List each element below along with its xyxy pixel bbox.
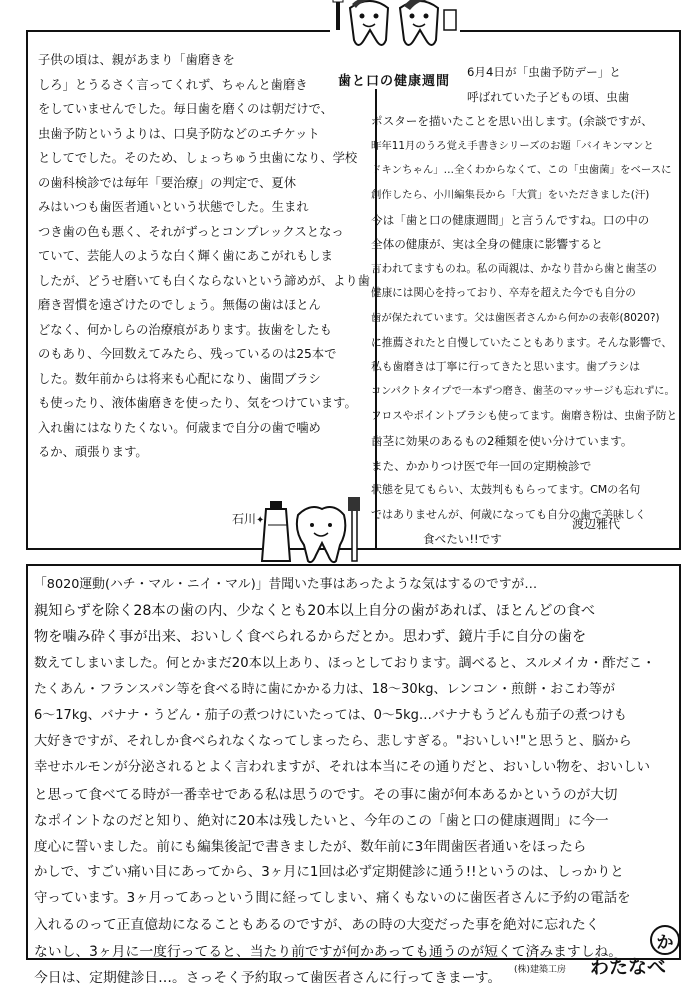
- toothpaste-icon: [256, 501, 290, 561]
- bottom-line: 「8020運動(ハチ・マル・ニイ・マル)」昔聞いた事はあったような気はするのですが…: [34, 577, 538, 592]
- left-line: 虫歯予防というよりは、口臭予防などのエチケット: [38, 126, 320, 141]
- right-column-text: [371, 60, 677, 552]
- bottom-line: たくあん・フランスパン等を食べる時に歯にかかる力は、18〜30kg、レンコン・煎餅・おこわ等が: [34, 681, 616, 697]
- right-line: 歯茎に効果のあるもの2種類を使い分けています。: [371, 433, 633, 448]
- bottom-article-text: [34, 572, 655, 991]
- left-line: したが、どうせ磨いても白くならないという諦めが、より歯: [38, 273, 371, 288]
- left-line: どなく、何かしらの治療痕があります。抜歯をしたも: [38, 322, 332, 337]
- bottom-line: 物を噛み砕く事が出来、おいしく食べられるからだとか。思わず、鏡片手に自分の歯を: [34, 629, 587, 646]
- left-column-text: [38, 48, 370, 465]
- section-title: 歯と口の健康週間: [335, 70, 453, 89]
- bottom-line: 6〜17kg、バナナ・うどん・茄子の煮つけにいたっては、0〜5kg…バナナもうどんも茄子の煮つけも: [34, 707, 627, 723]
- right-line: 健康には関心を持っており、卒寿を超えた今でも自分の: [371, 287, 636, 300]
- left-line: としてでした。そのため、しょっちゅう虫歯になり、学校: [38, 151, 358, 165]
- bottom-line: 数えてしまいました。何とかまだ20本以上あり、ほっとしております。調べると、スルメイカ・酢だこ・: [34, 655, 656, 671]
- bottom-line: 守っています。3ヶ月ってあっという間に経ってしまい、痛くもないのに歯医者さんに予約の電話を: [34, 891, 631, 907]
- right-line: また、かかりつけ医で年一回の定期検診で: [371, 458, 592, 473]
- right-line: フロスやポイントブラシも使ってます。歯磨き粉は、虫歯予防と: [371, 410, 678, 423]
- bottom-line: 親知らずを除く28本の歯の内、少なくとも20本以上自分の歯があれば、ほとんどの食べ: [34, 603, 596, 620]
- publisher-name: (株)建築工房: [514, 965, 567, 975]
- dental-illustration: [248, 495, 368, 565]
- left-line: るか、頑張ります。: [38, 445, 148, 459]
- right-line: コンパクトタイプで一本ずつ磨き、歯茎のマッサージも忘れずに。: [371, 385, 675, 397]
- bottom-line: かしで、すごい痛い目にあってから、3ヶ月に1回は必ず定期健診に通う!!というのは、しっかりと: [34, 865, 624, 881]
- right-line: ドキンちゃん」…全くわからなくて、この「虫歯菌」をベースに: [371, 164, 672, 177]
- left-author: 石川: [232, 512, 257, 526]
- right-line: 呼ばれていた子どもの頃、虫歯: [467, 89, 630, 104]
- right-line: 昨年11月のうろ覚え手書きシリーズのお題「バイキンマンと: [371, 139, 654, 152]
- left-line: のもあり、今回数えてみたら、残っているのは25本で: [38, 347, 337, 361]
- left-line: 子供の頃は、親があまり「歯磨きを: [38, 53, 235, 67]
- left-line: ていて、芸能人のような白く輝く歯にあこがれもしま: [38, 249, 333, 263]
- bottom-line: 幸せホルモンが分泌されるとよく言われますが、それは本当にその通りだと、おいしい物を、おいしい: [34, 760, 650, 776]
- smiling-tooth-icon: [297, 507, 345, 562]
- bottom-line: 入れるのって正直億劫になることもあるのですが、あの時の大変だった事を絶対に忘れたく: [34, 917, 600, 934]
- bottom-line: 大好きですが、それしか食べられなくなってしまったら、悲しすぎる。"おいしい!"と思うと、脳から: [34, 734, 632, 750]
- right-line: 状態を見てもらい、太鼓判ももらってます。CMの名句: [371, 483, 641, 497]
- right-line: に推薦されたと自慢していたこともあります。そんな影響で、: [371, 335, 673, 349]
- left-line: の歯科検診では毎年「要治療」の判定で、夏休: [38, 175, 296, 190]
- right-line: ではありませんが、何歳になっても自分の歯で美味しく: [371, 507, 646, 521]
- left-line: も使ったり、液体歯磨きを使ったり、気をつけています。: [38, 396, 357, 410]
- right-line: 私も歯磨きは丁寧に行ってきたと思います。歯ブラシは: [371, 360, 641, 374]
- left-line: つき歯の色も悪く、それがずっとコンプレックスとなっ: [38, 224, 344, 239]
- bottom-line: と思って食べてる時が一番幸せである私は思うのです。その事に歯が何本あるかというのが大切: [34, 786, 618, 803]
- right-line: 食べたい!!です: [423, 532, 502, 547]
- publisher-logo: わたなべ: [590, 956, 667, 978]
- right-line: 6月4日が「虫歯予防デー」と: [467, 65, 621, 79]
- right-line: ポスターを描いたことを思い出します。(余談ですが、: [371, 114, 653, 129]
- svg-text:✦: ✦: [256, 515, 265, 526]
- left-line: をしていませんでした。毎日歯を磨くのは朝だけで、: [38, 102, 333, 116]
- bottom-line: ないし、3ヶ月に一度行ってると、当たり前ですが何かあっても通うのが短くて済みますしね。: [34, 943, 623, 960]
- left-line: みはいつも歯医者通いという状態でした。生まれ: [38, 200, 309, 214]
- right-line: 言われてますものね。私の両親は、かなり昔から歯と歯茎の: [371, 262, 658, 275]
- bottom-line: 今日は、定期健診日…。さっそく予約取って歯医者さんに行ってきまーす。: [34, 969, 502, 986]
- left-line: しろ」とうるさく言ってくれず、ちゃんと歯磨き: [38, 77, 308, 92]
- right-line: 歯が保たれています。父は歯医者さんから何かの表彰(8020?): [371, 311, 660, 324]
- left-line: 入れ歯にはなりたくない。何歳まで自分の歯で噛め: [38, 420, 321, 435]
- right-line: 今は「歯と口の健康週間」と言うんですね。口の中の: [371, 212, 650, 227]
- right-line: 全体の健康が、実は全身の健康に影響すると: [371, 237, 603, 252]
- toothbrush-icon: [348, 497, 360, 561]
- right-line: 創作したら、小川編集長から「大賞」をいただきました(汗): [371, 188, 650, 201]
- left-line: した。数年前からは将来も心配になり、歯間ブラシ: [38, 371, 321, 386]
- author-mark-badge: か: [650, 925, 680, 955]
- bottom-line: なポイントなのだと知り、絶対に20本は残したいと、今年のこの「歯と口の健康週間」に今一: [34, 812, 609, 829]
- bottom-line: 度心に誓いました。前にも編集後記で書きましたが、数年前に3年間歯医者通いをほったら: [34, 838, 587, 855]
- left-line: 磨き習慣を遠ざけたのでしょう。無傷の歯はほとん: [38, 298, 321, 312]
- right-author: 渡辺雅代: [572, 517, 621, 531]
